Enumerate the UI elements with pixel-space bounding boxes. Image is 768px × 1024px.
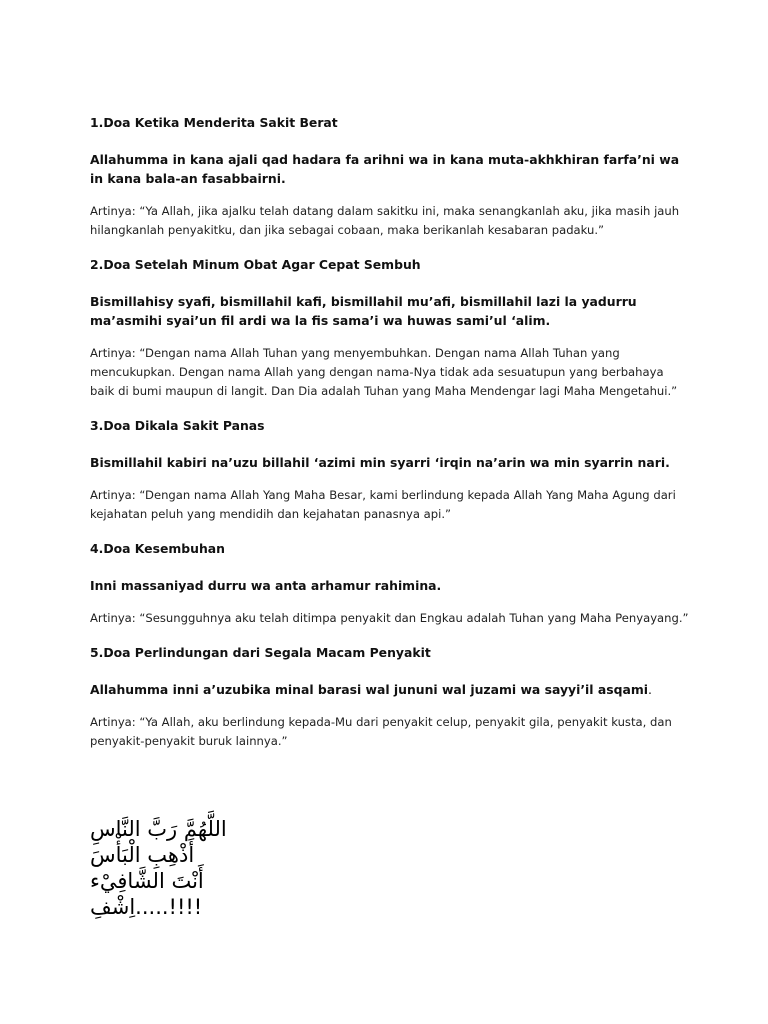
prayer-text: Allahumma in kana ajali qad hadara fa arihni wa in kana muta-akhkhiran farfa’ni wa in kana bala-an fasabbairni. (90, 152, 680, 186)
document-body (90, 114, 690, 751)
section-2 (90, 256, 690, 417)
prayer-text: Bismillahil kabiri na’uzu billahil ‘azimi min syarri ‘irqin na’arin wa min syarrin nari. (90, 455, 670, 470)
prayer-text-body: Allahumma inni a’uzubika minal barasi wal jununi wal juzami wa sayyi’il asqami (90, 682, 648, 697)
section-heading: 3.Doa Dikala Sakit Panas (90, 418, 265, 433)
section-heading: 1.Doa Ketika Menderita Sakit Berat (90, 115, 338, 130)
section-5 (90, 644, 690, 751)
section-heading: 2.Doa Setelah Minum Obat Agar Cepat Sembuh (90, 257, 421, 272)
section-heading: 5.Doa Perlindungan dari Segala Macam Penyakit (90, 645, 431, 660)
prayer-text-period: . (648, 682, 652, 697)
prayer-text (90, 680, 690, 699)
arabic-prayer (90, 816, 290, 920)
prayer-text: Inni massaniyad durru wa anta arhamur rahimina. (90, 578, 442, 593)
prayer-meaning: Artinya: “Dengan nama Allah Tuhan yang menyembuhkan. Dengan nama Allah Tuhan yang mencukupkan. Dengan nama Allah yang dengan nama-Nya tidak ada sesuatupun yang berbahaya baik di bumi maupun di langit. Dan Dia adalah Tuhan yang Maha Mendengar lagi Maha Mengetahui.” (90, 346, 678, 398)
prayer-meaning: Artinya: “Ya Allah, jika ajalku telah datang dalam sakitku ini, maka senangkanlah aku, jika masih jauh hilangkanlah penyakitku, dan jika sebagai cobaan, maka berikanlah kesabaran padaku.” (90, 204, 680, 237)
arabic-line-3: أَنْتَ الشَّافِيْء !!!!.....اِشْفِ (90, 869, 204, 919)
section-4 (90, 540, 690, 644)
prayer-meaning: Artinya: “Ya Allah, aku berlindung kepada-Mu dari penyakit celup, penyakit gila, penyakit kusta, dan penyakit-penyakit buruk lainnya.” (90, 715, 672, 748)
arabic-line-2: أَذْهِبِ الْبَأْسَ (90, 843, 195, 867)
arabic-line-1: اللَّهُمَّ رَبَّ النَّاسِ (90, 817, 227, 841)
section-3 (90, 417, 690, 540)
section-heading: 4.Doa Kesembuhan (90, 541, 225, 556)
prayer-meaning: Artinya: “Dengan nama Allah Yang Maha Besar, kami berlindung kepada Allah Yang Maha Agung dari kejahatan peluh yang mendidih dan kejahatan panasnya api.” (90, 488, 676, 521)
prayer-meaning: Artinya: “Sesungguhnya aku telah ditimpa penyakit dan Engkau adalah Tuhan yang Maha Penyayang.” (90, 611, 689, 625)
section-1 (90, 114, 690, 256)
prayer-text: Bismillahisy syafi, bismillahil kafi, bismillahil mu’afi, bismillahil lazi la yadurru ma’asmihi syai’un fil ardi wa la fis sama’i wa huwas sami’ul ‘alim. (90, 294, 637, 328)
